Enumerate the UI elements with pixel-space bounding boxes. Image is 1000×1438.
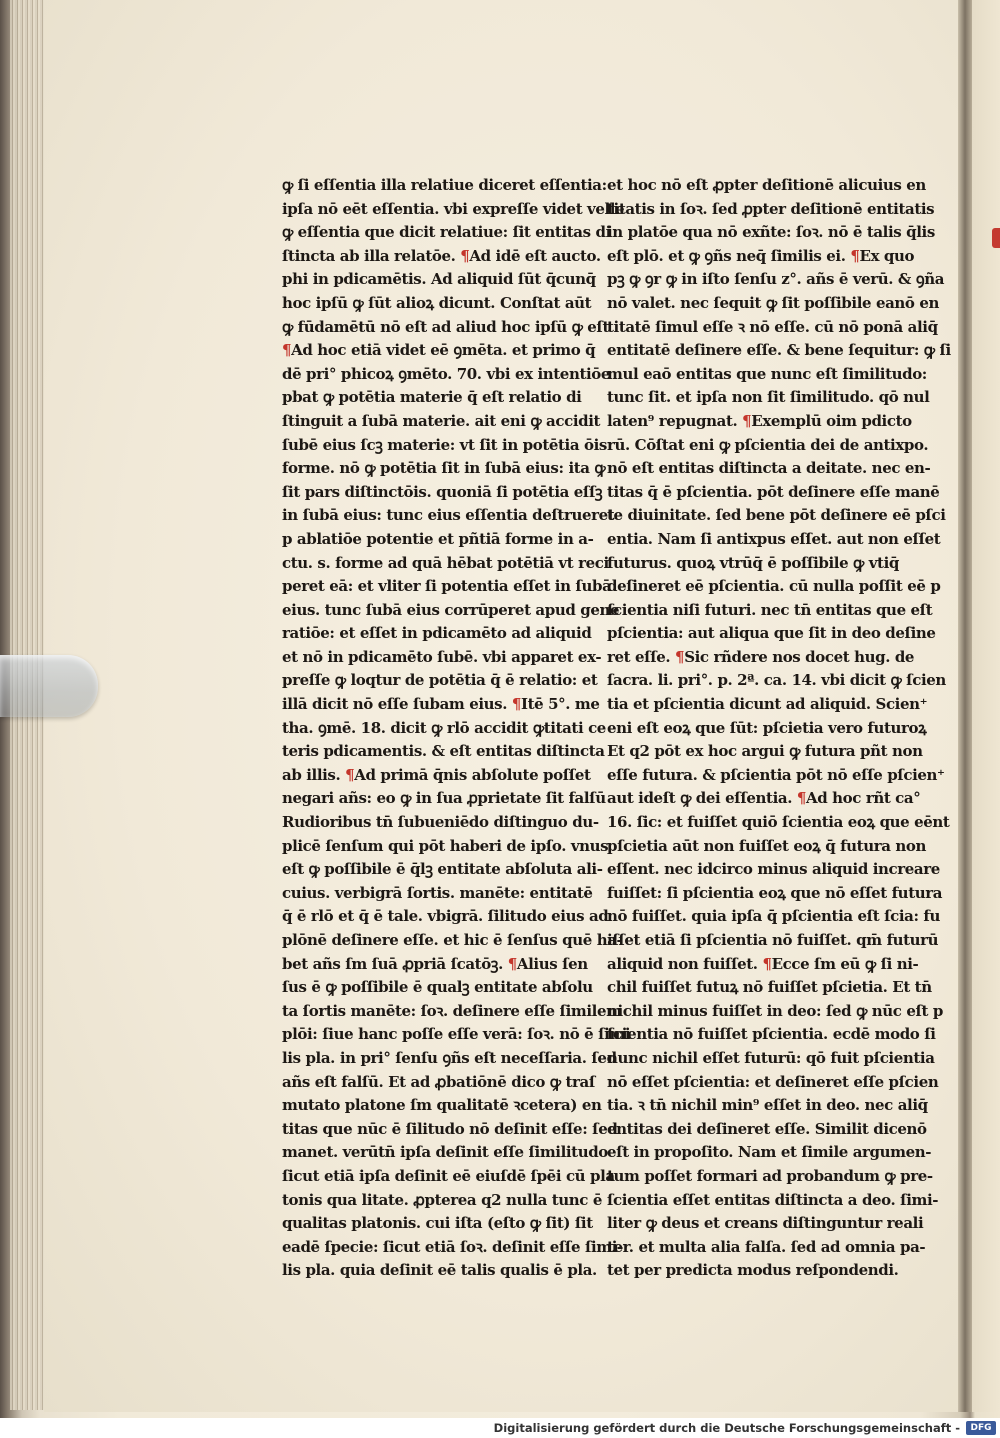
text-line: nō eſt entitas diſtincta a deitate. nec en-: [607, 459, 931, 478]
text-line: ſubē eius ſcꝫ materie: vt ſit in potētia ōis: [282, 435, 607, 454]
text-line: tet per predicta modus reſpondendi.: [607, 1261, 899, 1280]
text-line: forme. nō ꝙ potētia ſit in ſubā eius: ita ꝙ: [282, 459, 606, 478]
text-line: ꝙ fūdamētū nō eſt ad aliud hoc ipſū ꝙ eſt: [282, 317, 610, 336]
text-line: iſſet etiā ſi pſcientia nō fuiſſet. qm̄ futurū: [607, 931, 939, 949]
text-line: nunc nichil eſſet futurū: qō fuit pſcientia: [607, 1048, 935, 1067]
text-line: ſcientia niſi futuri. nec tn̄ entitas que eſt: [607, 600, 933, 619]
facing-page-edge: [972, 0, 1000, 1412]
text-line: pꝫ ꝙ ꝯr ꝙ in iſto ſenſu z°. añs ē verū. & ꝯña: [607, 270, 945, 289]
text-line: eni eſt eoꝝ que ſūt: pſcietia vero futuroꝝ: [607, 718, 927, 737]
text-line: 16. ſic: et fuiſſet quiō ſcientia eoꝝ que eēnt: [607, 813, 950, 832]
text-line: futurus. quoꝝ vtrūq̄ ē poſſibile ꝙ vtiq̄: [607, 553, 899, 572]
text-line: tia. ꝛ tn̄ nichil min⁹ eſſet in deo. nec aliq̄: [607, 1096, 928, 1115]
text-line: ſtincta ab illa relatōe. ¶Ad idē eſt aucto.: [282, 246, 601, 265]
text-line: añs eſt falſū. Et ad ꝓbatiōnē dico ꝙ traſ: [282, 1072, 595, 1091]
text-line: ſtinguit a ſubā materie. ait eni ꝙ accidit: [282, 411, 601, 430]
text-line: plicē ſenſum qui pōt haberi de ipſo. vnus: [282, 836, 609, 855]
text-line: preſſe ꝙ loqtur de potētia q̄ ē relatio: et: [282, 671, 598, 690]
text-line: entitas dei deſineret eſſe. Similit dicenō: [607, 1119, 927, 1138]
text-line: teris pdicamentis. & eſt entitas diſtincta: [282, 742, 605, 761]
text-line: pſcietia aūt non fuiſſet eoꝝ q̄ futura non: [607, 836, 926, 855]
text-line: plōi: ſiue hanc poſſe eſſe verā: ſoꝛ. nō ē ſimi: [282, 1025, 631, 1044]
text-line: ſus ē ꝙ poſſibile ē qualꝫ entitate abſolu: [282, 978, 593, 997]
text-line: tha. ꝯmē. 18. dicit ꝙ rlō accidit ꝙtitati ce: [282, 718, 606, 737]
text-line: peret eā: et vliter ſi potentia eſſet in ſubā: [282, 577, 612, 596]
text-line: dē pri° phicoꝝ ꝯmēto. 70. vbi ex intentiōe: [282, 364, 611, 383]
text-line: pbat ꝙ potētia materie q̄ eſt relatio di: [282, 388, 582, 407]
text-line: ctu. s. forme ad quā hēbat potētiā vt reci: [282, 553, 609, 572]
text-line: nō eſſet pſcientia: et deſineret eſſe pſcien: [607, 1072, 939, 1091]
text-line: phi in pdicamētis. Ad aliquid ſūt q̄cunq̄: [282, 270, 596, 289]
text-line: Rudioribus tn̄ ſubueniēdo diſtinguo du-: [282, 813, 599, 832]
text-line: ¶Ad hoc etiā videt eē ꝯmēta. et primo q̄: [282, 341, 596, 360]
text-line: rū. Cōſtat eni ꝙ pſcientia dei de antixpo.: [607, 435, 929, 454]
text-line: titas q̄ ē pſcientia. pōt deſinere eſſe manē: [607, 482, 940, 501]
text-line: ꝙ eſſentia que dicit relatiue: ſit entitas di: [282, 223, 611, 242]
text-line: eſt in propoſito. Nam et ſimile argumen-: [607, 1143, 932, 1162]
text-line: ſcientia nō fuiſſet pſcientia. ecdē modo ſi: [607, 1025, 936, 1044]
text-line: tunc ſit. et ipſa non ſit ſimilitudo. qō nul: [607, 388, 930, 407]
text-line: aliquid non fuiſſet. ¶Ecce ſm eū ꝙ ſi ni-: [607, 954, 919, 973]
text-line: et hoc nō eſt ꝓpter deſitionē alicuius en: [607, 176, 926, 194]
page-holder-clip: [0, 655, 98, 717]
text-line: mul eaō entitas que nunc eſt ſimilitudo:: [607, 364, 927, 383]
text-line: ſit pars diſtinctōis. quoniā ſi potētia eſſꝫ: [282, 482, 603, 501]
text-line: eſt ꝙ poſſibile ē q̄lꝫ entitate abſoluta ali-: [282, 860, 603, 879]
text-line: pſcientia: aut aliqua que ſit in deo deſine: [607, 624, 936, 643]
book-gutter: [958, 0, 972, 1412]
dfg-logo: DFG: [966, 1421, 996, 1435]
text-line: eadē ſpecie: ſicut etiā ſoꝛ. deſinit eſſe ſimi-: [282, 1237, 623, 1256]
text-line: lis pla. quia deſinit eē talis qualis ē pla.: [282, 1261, 597, 1280]
text-line: titas que nūc ē ſilitudo nō deſinit eſſe: ſed: [282, 1119, 618, 1138]
text-line: tia et pſcientia dicunt ad aliquid. Scien⁺: [607, 695, 928, 714]
text-line: ta ſortis manēte: ſoꝛ. deſinere eſſe ſimilem: [282, 1001, 622, 1020]
text-line: ipſa nō eēt eſſentia. vbi expreſſe videt velle: [282, 199, 625, 218]
text-line: eſſent. nec idcirco minus aliquid increare: [607, 860, 940, 879]
text-line: nichil minus fuiſſet in deo: ſed ꝙ nūc eſt p: [607, 1001, 943, 1020]
text-line: ſicut etiā ipſa deſinit eē eiuſdē ſpēi cū pla: [282, 1166, 615, 1185]
text-line: ret eſſe. ¶Sic rñdere nos docet hug. de: [607, 647, 915, 666]
text-line: ꝙ ſi eſſentia illa relatiue diceret eſſentia:: [282, 176, 607, 194]
text-line: eius. tunc ſubā eius corrūperet apud gene: [282, 600, 620, 619]
text-line: ratiōe: et eſſet in pdicamēto ad aliquid: [282, 624, 592, 643]
text-line: q̄ ē rlō et q̄ ē tale. vbigrā. ſilitudo eius ad: [282, 907, 609, 926]
text-line: tonis qua litate. ꝓpterea q2 nulla tunc ē: [282, 1190, 603, 1209]
text-line: eſt plō. et ꝙ ꝯñs neq̄ ſimilis ei. ¶Ex quo: [607, 246, 915, 265]
text-line: in platōe qua nō exñte: ſoꝛ. nō ē talis q̄lis: [607, 223, 935, 242]
text-line: nō valet. nec ſequit ꝙ ſit poſſibile eanō en: [607, 293, 940, 312]
text-line: liter ꝙ deus et creans diſtinguntur reali: [607, 1214, 924, 1233]
text-line: titatis in ſoꝛ. ſed ꝓpter deſitionē entitatis: [607, 199, 935, 218]
text-line: laten⁹ repugnat. ¶Exemplū oim pdicto: [607, 411, 912, 430]
text-line: Et q2 pōt ex hoc argui ꝙ futura pñt non: [607, 742, 923, 761]
text-line: manet. verūtn̄ ipſa deſinit eſſe ſimilitudo: [282, 1143, 608, 1162]
text-line: chil fuiſſet futuꝝ nō fuiſſet pſcietia. Et tn̄: [607, 978, 932, 997]
facing-page-rubric-mark: [992, 228, 1000, 248]
text-line: deſineret eē pſcientia. cū nulla poſſit eē p: [607, 577, 941, 596]
text-column-left: [282, 174, 631, 1283]
text-line: plōnē deſinere eſſe. et hic ē ſenſus quē ha-: [282, 931, 623, 949]
text-column-right: [607, 174, 951, 1283]
text-line: nō fuiſſet. quia ipſa q̄ pſcientia eſt ſcia: fu: [607, 907, 940, 926]
text-line: titatē ſimul eſſe ꝛ nō eſſe. cū nō ponā aliq̄: [607, 317, 938, 336]
text-line: entia. Nam ſi antixpus eſſet. aut non eſſet: [607, 529, 941, 548]
text-line: et nō in pdicamēto ſubē. vbi apparet ex-: [282, 647, 602, 666]
footer-credit: Digitalisierung gefördert durch die Deutsche Forschungsgemeinschaft -: [493, 1421, 960, 1435]
text-line: aut ideſt ꝙ dei eſſentia. ¶Ad hoc rñt ca°: [607, 789, 921, 808]
text-line: ter. et multa alia falſa. ſed ad omnia pa-: [607, 1237, 926, 1256]
text-line: bet añs ſm ſuā ꝓpriā ſcatōꝫ. ¶Alius ſen: [282, 954, 588, 973]
text-line: ſacra. li. pri°. p. 2ª. ca. 14. vbi dicit ꝙ ſcien: [607, 671, 946, 690]
text-line: tum poſſet formari ad probandum ꝙ pre-: [607, 1166, 933, 1185]
text-line: te diuinitate. ſed bene pōt deſinere eē pſci: [607, 506, 946, 525]
text-line: entitatē deſinere eſſe. & bene ſequitur: ꝙ ſi: [607, 341, 951, 360]
text-line: qualitas platonis. cui iſta (eſto ꝙ ſit) ſit: [282, 1214, 593, 1233]
text-line: lis pla. in pri° ſenſu ꝯñs eſt neceſſaria. ſed: [282, 1048, 617, 1067]
text-line: ab illis. ¶Ad primā q̄nis abſolute poſſet: [282, 765, 591, 784]
text-line: p ablatiōe potentie et pñtiā forme in a-: [282, 529, 594, 548]
text-line: mutato platone ſm qualitatē ꝛcetera) en: [282, 1096, 602, 1115]
text-line: ſcientia eſſet entitas diſtincta a deo. ſimi-: [607, 1190, 939, 1209]
text-line: illā dicit nō eſſe ſubam eius. ¶Itē 5°. me: [282, 695, 600, 714]
text-line: hoc ipſū ꝙ ſūt alioꝝ dicunt. Conſtat aūt: [282, 293, 592, 312]
text-line: eſſe futura. & pſcientia pōt nō eſſe pſcien⁺: [607, 765, 945, 784]
text-line: cuius. verbigrā ſortis. manēte: entitatē: [282, 883, 593, 902]
text-line: in ſubā eius: tunc eius eſſentia deſtrueret: [282, 506, 615, 525]
text-line: negari añs: eo ꝙ in ſua ꝓprietate ſit falſū: [282, 789, 606, 808]
text-line: fuiſſet: ſi pſcientia eoꝝ que nō eſſet futura: [607, 883, 943, 902]
